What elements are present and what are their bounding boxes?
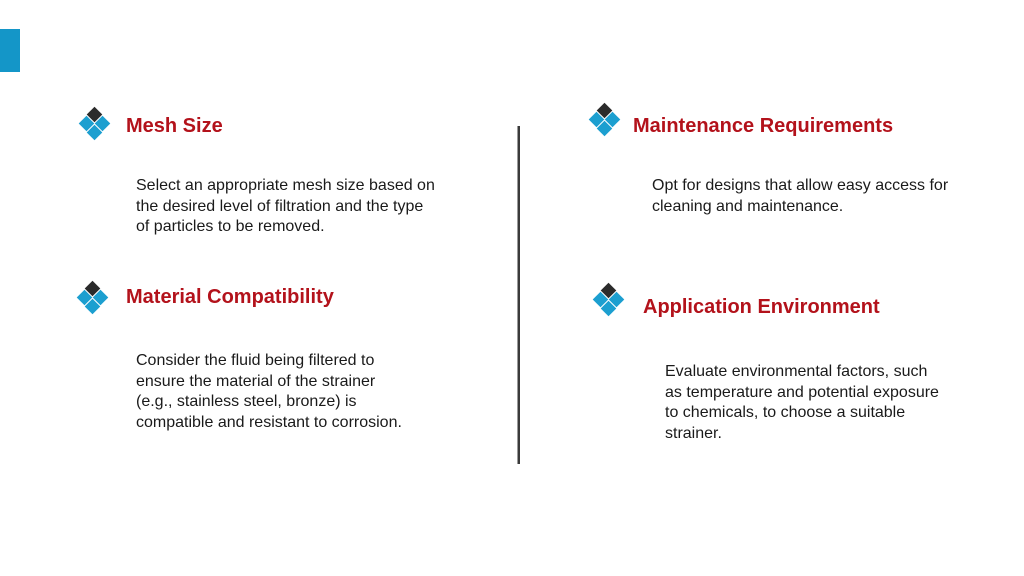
material-text: Consider the fluid being filtered to ensure the material of the strainer (e.g., stainless steel, bronze) is compatible and resistant to corrosion. [136,352,402,431]
diamond-cluster-icon [593,284,625,318]
material-heading: Material Compatibility [126,286,334,308]
diamond-cluster-icon [79,108,111,142]
environment-text: Evaluate environmental factors, such as temperature and potential exposure to chemicals, to choose a suitable strainer. [665,363,939,442]
maintenance-heading: Maintenance Requirements [633,115,894,137]
mesh-size-text: Select an appropriate mesh size based on the desired level of filtration and the type of particles to be removed. [136,177,435,235]
maintenance-text: Opt for designs that allow easy access for cleaning and maintenance. [652,177,949,215]
environment-heading: Application Environment [643,296,880,318]
mesh-size-heading: Mesh Size [126,115,223,137]
diamond-cluster-icon [77,282,109,316]
column-divider [517,126,520,464]
diamond-cluster-icon [589,104,621,138]
accent-bar [0,29,20,72]
